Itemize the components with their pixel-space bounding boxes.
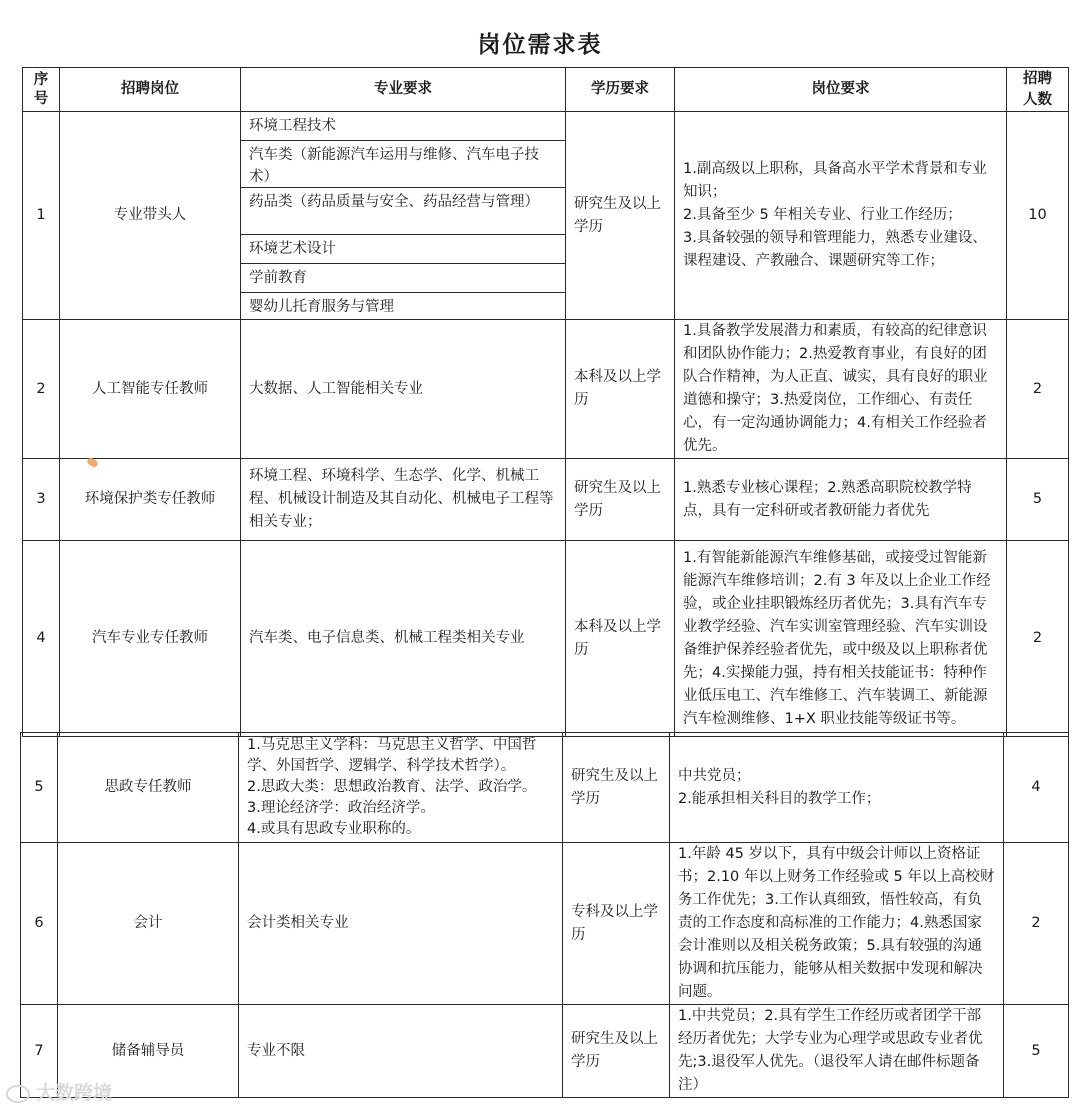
row-num: 2 <box>1007 320 1069 459</box>
major-item: 环境艺术设计 <box>241 235 565 264</box>
row-post: 储备辅导员 <box>58 1005 239 1098</box>
row-seq: 2 <box>23 320 60 459</box>
row-req: 1.具备教学发展潜力和素质，有较高的纪律意识和团队协作能力；2.热爱教育事业，有良好的团队合作精神，为人正直、诚实，具有良好的职业道德和操守；3.热爱岗位，工作细心、有责任心，有一定沟通协调能力；4.有相关工作经验者优先。 <box>675 320 1007 459</box>
row-num: 4 <box>1004 733 1069 843</box>
row-post: 汽车专业专任教师 <box>60 541 241 737</box>
row-edu: 本科及以上学历 <box>566 320 675 459</box>
row-req: 1.熟悉专业核心课程；2.熟悉高职院校教学特点，具有一定科研或者教研能力者优先 <box>675 459 1007 541</box>
row-major: 1.马克思主义学科：马克思主义哲学、中国哲学、外国哲学、逻辑学、科学技术哲学）。 2.思政大类：思想政治教育、法学、政治学。 3.理论经济学：政治经济学。 4.或具有思政专业职称的。 <box>239 733 563 843</box>
page-title: 岗位需求表 <box>477 32 603 58</box>
major-item: 婴幼儿托育服务与管理 <box>249 299 394 315</box>
row-req: 1.有智能新能源汽车维修基础，或接受过智能新能源汽车维修培训；2.有 3 年及以上企业工作经验，或企业挂职锻炼经历者优先；3.具有汽车专业教学经验、汽车实训室管理经验、汽车实训设备维护保养经验者优先，或中级及以上职称者优先；4.实操能力强，持有相关技能证书：特种作业低压电工、汽车维修工、汽车装调工、新能源汽车检测维修、1+X 职业技能等级证书等。 <box>675 541 1007 737</box>
row-major: 大数据、人工智能相关专业 <box>241 320 566 459</box>
row-major-list <box>241 112 566 320</box>
watermark <box>6 1078 112 1105</box>
watermark-logo-icon <box>6 1085 30 1103</box>
row-req: 1.副高级以上职称，具备高水平学术背景和专业知识； 2.具备至少 5 年相关专业、行业工作经历； 3.具备较强的领导和管理能力，熟悉专业建设、课程建设、产教融合、课题研究等工作； <box>675 112 1007 320</box>
row-edu: 研究生及以上学历 <box>566 459 675 541</box>
row-seq: 6 <box>21 843 58 1005</box>
row-post: 会计 <box>58 843 239 1005</box>
table-header-row <box>23 68 1069 112</box>
table-row <box>23 320 1069 459</box>
row-num: 10 <box>1007 112 1069 320</box>
row-req: 1.年龄 45 岁以下，具有中级会计师以上资格证书；2.10 年以上财务工作经验或 5 年以上高校财务工作优先；3.工作认真细致，悟性较高，有负责的工作态度和高标准的工作能力；4.熟悉国家会计准则以及相关税务政策；5.具有较强的沟通协调和抗压能力，能够从相关数据中发现和解决问题。 <box>670 843 1004 1005</box>
row-post: 思政专任教师 <box>58 733 239 843</box>
table-row <box>23 459 1069 541</box>
row-edu: 研究生及以上学历 <box>566 112 675 320</box>
row-major: 环境工程、环境科学、生态学、化学、机械工程、机械设计制造及其自动化、机械电子工程等相关专业； <box>241 459 566 541</box>
table-row <box>21 843 1069 1005</box>
row-seq: 7 <box>21 1005 58 1098</box>
job-table-part-1 <box>22 67 1069 737</box>
row-major: 会计类相关专业 <box>239 843 563 1005</box>
table-row <box>21 1005 1069 1098</box>
header-req: 岗位要求 <box>675 68 1007 112</box>
major-item: 学前教育 <box>241 264 565 293</box>
header-seq: 序 号 <box>23 68 60 112</box>
table-row <box>21 733 1069 843</box>
major-item: 环境工程技术 <box>241 112 565 141</box>
row-seq: 5 <box>21 733 58 843</box>
table-row <box>23 541 1069 737</box>
header-edu: 学历要求 <box>566 68 675 112</box>
row-major: 汽车类、电子信息类、机械工程类相关专业 <box>241 541 566 737</box>
major-item: 汽车类（新能源汽车运用与维修、汽车电子技术） <box>241 141 565 188</box>
row-num: 5 <box>1007 459 1069 541</box>
row-num: 2 <box>1007 541 1069 737</box>
watermark-text: 大数跨境 <box>36 1082 113 1104</box>
row-req: 中共党员； 2.能承担相关科目的教学工作； <box>670 733 1004 843</box>
row-num: 5 <box>1004 1005 1069 1098</box>
row-post: 人工智能专任教师 <box>60 320 241 459</box>
row-num: 2 <box>1004 843 1069 1005</box>
row-post: 环境保护类专任教师 <box>60 459 241 541</box>
table-row <box>23 112 1069 320</box>
row-seq: 3 <box>23 459 60 541</box>
job-table-part-2 <box>20 732 1069 1098</box>
major-item: 药品类（药品质量与安全、药品经营与管理） <box>241 188 565 235</box>
row-edu: 研究生及以上学历 <box>563 1005 670 1098</box>
header-num: 招聘 人数 <box>1007 68 1069 112</box>
row-seq: 4 <box>23 541 60 737</box>
header-post: 招聘岗位 <box>60 68 241 112</box>
row-edu: 专科及以上学历 <box>563 843 670 1005</box>
row-major: 专业不限 <box>239 1005 563 1098</box>
row-req: 1.中共党员；2.具有学生工作经历或者团学干部经历者优先；大学专业为心理学或思政专业者优先;3.退役军人优先。（退役军人请在邮件标题备注） <box>670 1005 1004 1098</box>
row-edu: 本科及以上学历 <box>566 541 675 737</box>
header-major: 专业要求 <box>241 68 566 112</box>
row-post: 专业带头人 <box>60 112 241 320</box>
row-edu: 研究生及以上学历 <box>563 733 670 843</box>
row-seq: 1 <box>23 112 60 320</box>
